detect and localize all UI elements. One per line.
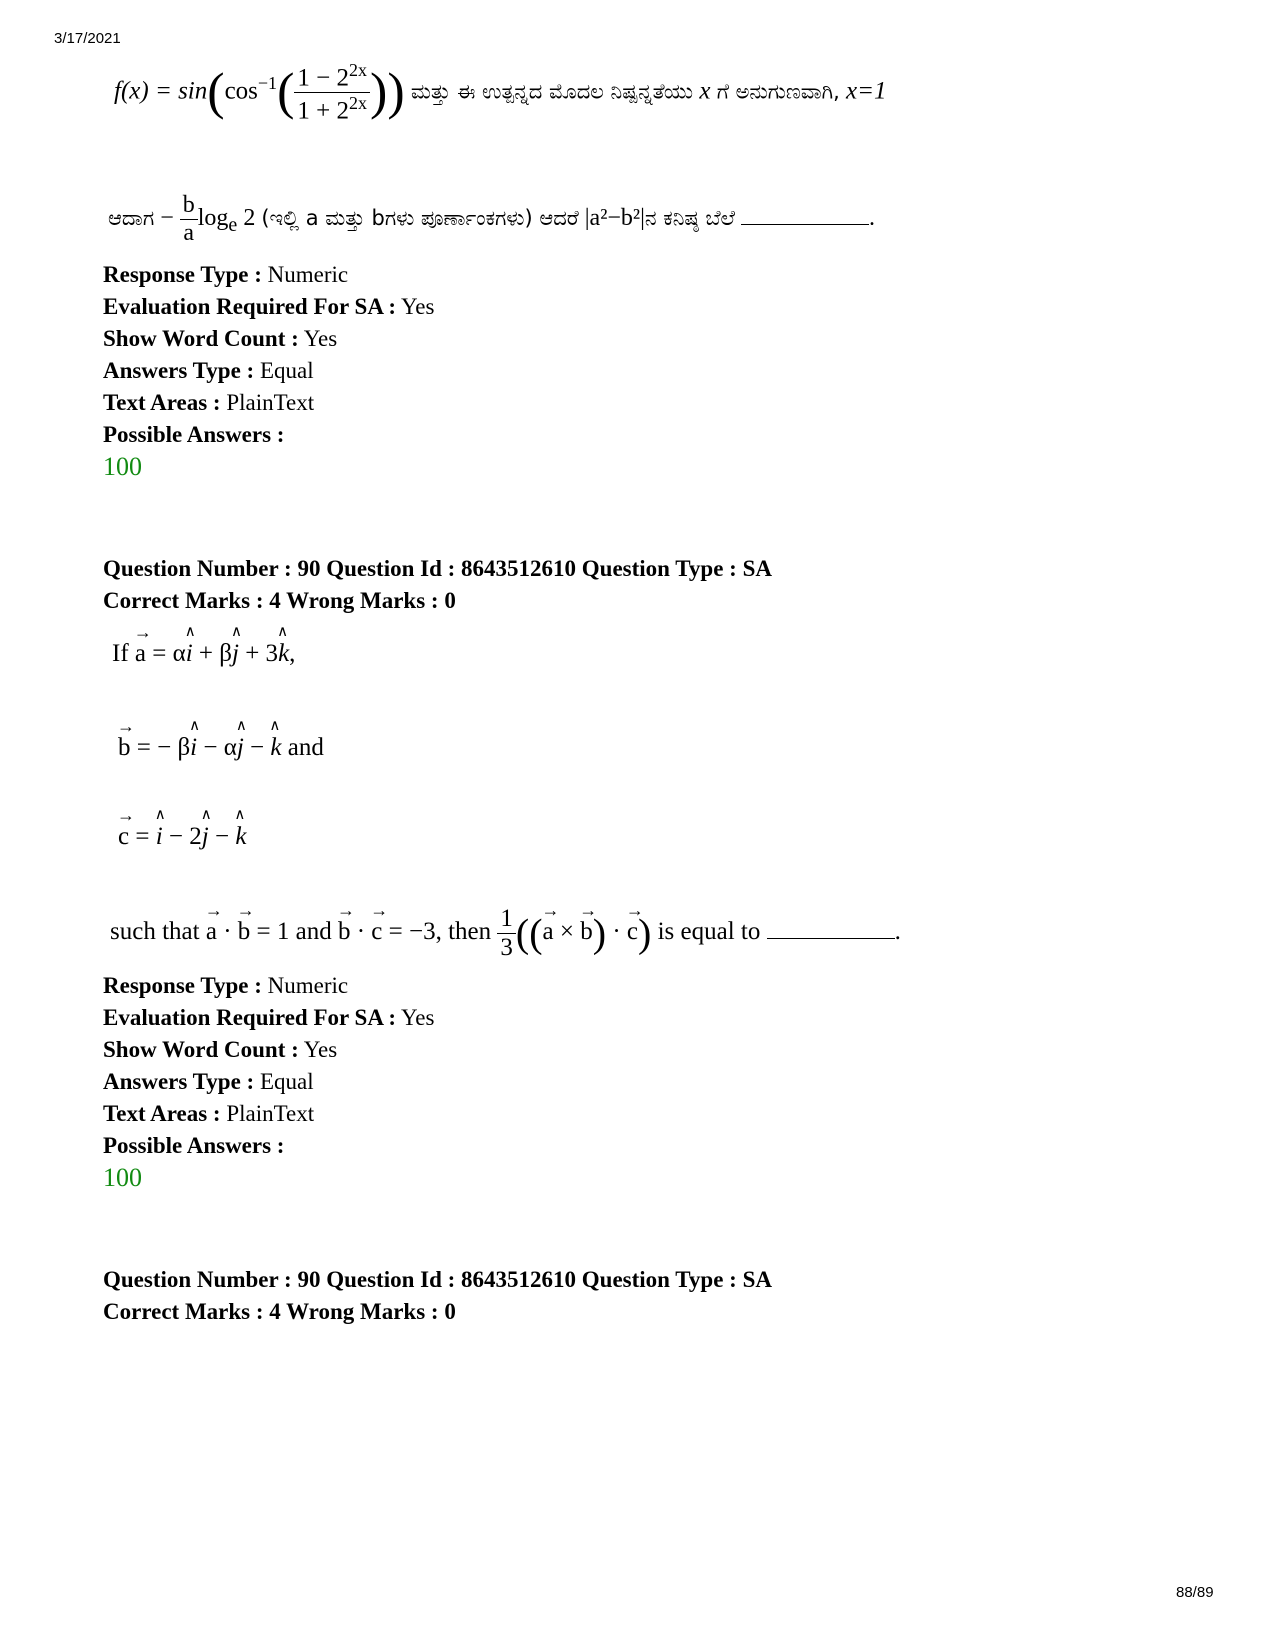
page-number: 88/89	[1176, 1584, 1214, 1601]
q89-log: log	[197, 205, 229, 232]
vector-a: → a	[206, 918, 217, 946]
q89-x-eq-1: x=1	[846, 77, 887, 105]
q89-formula-line2: ಆದಾಗ − $\frac{b}{a}$ $\log_e 2$ (ಇಲ್ಲಿ a ಮತ್ತು bಗಳು ಪೂರ್ಣಾಂಕಗಳು) ಆದರೆ |a²−b²|ನ ಕನಿಷ್ಠ ಬೆಲೆ .	[108, 192, 875, 246]
q89-num: 1 − 2	[297, 64, 349, 92]
q89-kannada-text: (ಇಲ್ಲಿ a ಮತ್ತು bಗಳು ಪೂರ್ಣಾಂಕಗಳು) ಆದರೆ	[261, 206, 579, 231]
q89-log-base: e	[228, 213, 238, 236]
unit-j: ∧ j	[232, 640, 239, 668]
q89-formula-line1	[114, 60, 887, 126]
vector-b: → b	[238, 918, 251, 946]
meta-row: Response Type : Numeric	[103, 262, 349, 287]
q89-inverse: −1	[257, 73, 278, 94]
question-header-line: Question Number : 90 Question Id : 8643512610 Question Type : SA	[103, 1267, 772, 1292]
paren: (	[207, 63, 225, 121]
unit-k: ∧ k	[270, 734, 281, 762]
possible-answer: 100	[103, 1163, 142, 1192]
meta-row: Response Type : Numeric	[103, 973, 349, 998]
meta-row: Show Word Count : Yes	[103, 1037, 338, 1062]
q89-kannada-text: ನ ಕನಿಷ್ಠ ಬೆಲೆ	[644, 206, 735, 231]
q89-kannada-text: ಮತ್ತು ಈ ಉತ್ಪನ್ನದ ಮೊದಲ ನಿಷ್ಪನ್ನತೆಯು	[410, 79, 694, 104]
q89-den: 1 + 2	[297, 97, 349, 125]
vector-b: → b	[338, 918, 351, 946]
vector-c: → c	[627, 918, 638, 946]
marks-line: Correct Marks : 4 Wrong Marks : 0	[103, 588, 456, 613]
answer-blank	[741, 223, 869, 225]
q89-cos: cos	[224, 77, 258, 105]
paren: ))	[370, 63, 405, 121]
unit-i: ∧ i	[156, 823, 163, 851]
meta-row: Show Word Count : Yes	[103, 326, 338, 351]
q89-two: 2	[243, 205, 256, 232]
q90-line-condition: such that → a · → b = 1 and → b · → c = −3, then $\frac{1}{3}$ ((→ a × → b) · → c) is equal to .	[110, 905, 901, 962]
q89-fraction	[294, 60, 370, 126]
meta-row: Answers Type : Equal	[103, 358, 314, 383]
q91-header	[103, 1264, 772, 1328]
meta-row: Possible Answers :	[103, 422, 285, 447]
meta-row: Answers Type : Equal	[103, 1069, 314, 1094]
vector-a: → a	[135, 640, 146, 668]
marks-line: Correct Marks : 4 Wrong Marks : 0	[103, 1299, 456, 1324]
q90-line-a: If → a = α∧ i + β∧ j + 3∧ k,	[112, 640, 295, 668]
meta-row: Possible Answers :	[103, 1133, 285, 1158]
q89-ba-fraction	[180, 192, 198, 247]
q89-kannada-text: ಆದಾಗ	[108, 206, 155, 231]
q89-kannada-text: ಗೆ ಅನುಗುಣವಾಗಿ,	[716, 79, 840, 104]
vector-c: → c	[118, 823, 129, 851]
vector-b: → b	[118, 734, 131, 762]
q89-a: a	[183, 220, 195, 246]
answer-blank	[767, 937, 895, 939]
q89-meta	[103, 259, 434, 483]
q89-fx: f(x) = sin	[114, 77, 208, 105]
meta-row: Evaluation Required For SA : Yes	[103, 1005, 435, 1030]
q89-exp: 2x	[349, 93, 367, 114]
q90-header	[103, 553, 772, 617]
q89-minus: −	[160, 205, 174, 232]
meta-row: Text Areas : PlainText	[103, 390, 315, 415]
q90-line-c: → c = ∧ i − 2∧ j − ∧ k	[118, 823, 246, 851]
unit-i: ∧ i	[186, 640, 193, 668]
q89-exp: 2x	[349, 60, 367, 80]
unit-j: ∧ j	[202, 823, 209, 851]
q90-line-b: → b = − β∧ i − α∧ j − ∧ k and	[118, 734, 324, 762]
vector-b: → b	[580, 918, 593, 946]
one-third-fraction: $\frac{1}{3}$	[497, 905, 516, 962]
unit-j: ∧ j	[237, 734, 244, 762]
q89-abs-expr: |a²−b²|	[584, 205, 645, 232]
vector-c: → c	[371, 918, 382, 946]
vector-a: → a	[543, 918, 554, 946]
q90-meta	[103, 970, 434, 1194]
print-date: 3/17/2021	[54, 30, 121, 47]
q89-x: x	[699, 77, 711, 105]
paren: (	[277, 63, 295, 121]
unit-k: ∧ k	[235, 823, 246, 851]
q89-b: b	[180, 192, 198, 220]
meta-row: Evaluation Required For SA : Yes	[103, 294, 435, 319]
question-header-line: Question Number : 90 Question Id : 8643512610 Question Type : SA	[103, 556, 772, 581]
unit-k: ∧ k	[278, 640, 289, 668]
possible-answer: 100	[103, 452, 142, 481]
meta-row: Text Areas : PlainText	[103, 1101, 315, 1126]
unit-i: ∧ i	[190, 734, 197, 762]
